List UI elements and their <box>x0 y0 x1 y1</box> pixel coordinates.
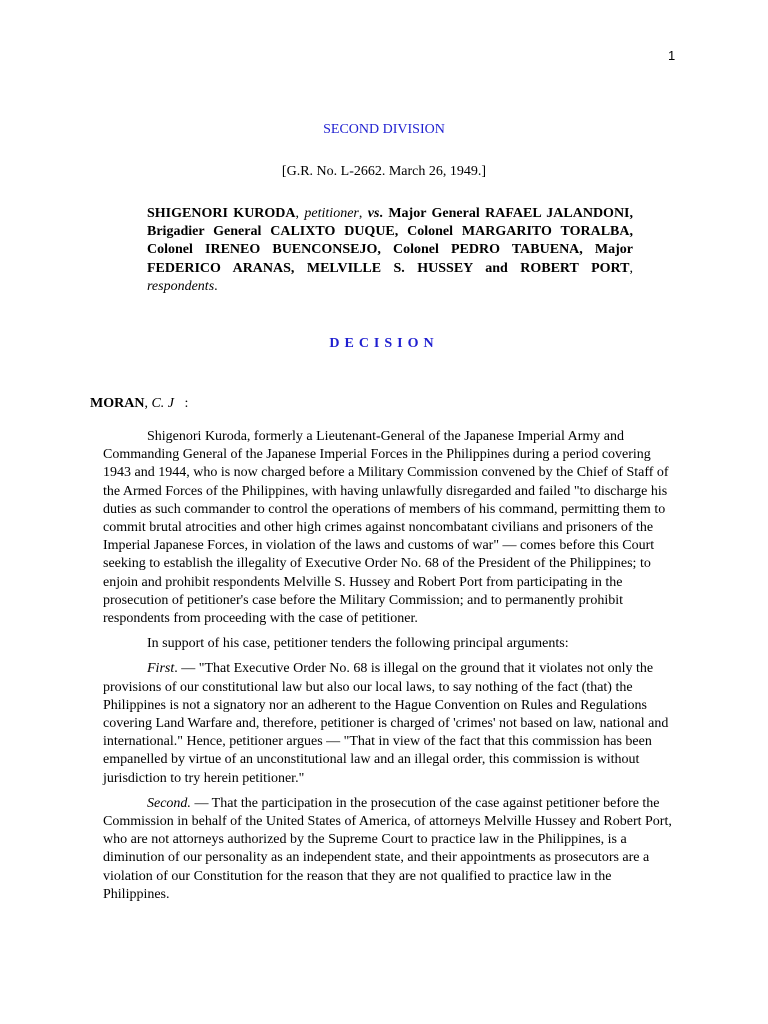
paragraph-4-lead: Second. <box>147 795 191 811</box>
paragraph-4-body: — That the participation in the prosecution of the case against petitioner before the Commission in behalf of the United States of America, of attorneys Melville Hussey and Robert Port, who are not attorneys authorized by the Supreme Court to practice law in the Philippines, is a diminution of our personality as an independent state, and their appointments as prosecutors are a violation of our Constitution for the reason that they are not qualified to practice law in the Philippines. <box>103 795 672 902</box>
paragraph-2: In support of his case, petitioner tenders the following principal arguments: <box>147 636 569 652</box>
respondents-names: Major General RAFAEL JALANDONI, Brigadier General CALIXTO DUQUE, Colonel MARGARITO TORALBA, Colonel IRENEO BUENCONSEJO, Colonel PEDRO TABUENA, Major FEDERICO ARANAS, MELVILLE S. HUSSEY and ROBERT PORT <box>147 206 633 276</box>
author-name: MORAN <box>90 396 145 411</box>
petitioner-role: petitioner <box>304 206 359 221</box>
author-suffix: : <box>184 396 189 411</box>
petitioner-name: SHIGENORI KURODA <box>147 206 296 221</box>
respondents-role: respondents <box>147 278 215 294</box>
division-heading: SECOND DIVISION <box>323 122 445 137</box>
decision-heading: DECISION <box>329 336 439 351</box>
paragraph-1: Shigenori Kuroda, formerly a Lieutenant-General of the Japanese Imperial Army and Commanding General of the Japanese Imperial Forces in the Philippines during a period covering 1943 and 1944, who is now charged before a Military Commission convened by the Chief of Staff of the Armed Forces of the Philippines, with having unlawfully disregarded and failed "to discharge his duties as such commander to control the operations of members of his command, permitting them to commit brutal atrocities and other high crimes against noncombatant civilians and prisoners of the Imperial Japanese Forces, in violation of the laws and customs of war" — comes before this Court seeking to establish the illegality of Executive Order No. 68 of the President of the Philippines; to enjoin and prohibit respondents Melville S. Hussey and Robert Port from participating in the prosecution of petitioner's case before the Military Commission; and to permanently prohibit respondents from proceeding with the case of petitioner. <box>103 429 669 627</box>
page-number: 1 <box>668 48 676 63</box>
case-parties: SHIGENORI KURODA, petitioner, vs. Major General RAFAEL JALANDONI, Brigadier General CALIXTO DUQUE, Colonel MARGARITO TORALBA, Colonel IRENEO BUENCONSEJO, Colonel PEDRO TABUENA, Major FEDERICO ARANAS, MELVILLE S. HUSSEY and ROBERT PORT, respondents. <box>147 206 633 294</box>
case-number: [G.R. No. L-2662. March 26, 1949.] <box>281 164 487 179</box>
paragraph-3 <box>103 660 675 787</box>
decision-body <box>103 428 675 911</box>
versus: vs <box>367 206 380 221</box>
paragraph-4 <box>103 795 675 904</box>
paragraph-3-body: . — "That Executive Order No. 68 is illegal on the ground that it violates not only the provisions of our constitutional law but also our local laws, to say nothing of the fact (that) the Philippines is not a signatory nor an adherent to the Hague Convention on Rules and Regulations covering Land Warfare and, therefore, petitioner is charged of 'crimes' not based on law, national and international." Hence, petitioner argues — "That in view of the fact that this commission has been empanelled by virtue of an unconstitutional law and an illegal order, this commission is without jurisdiction to try herein petitioner." <box>103 661 669 786</box>
paragraph-3-lead: First <box>147 661 175 677</box>
author-title: C. J <box>151 396 174 411</box>
opinion-author: MORAN, C. J : <box>90 396 189 411</box>
